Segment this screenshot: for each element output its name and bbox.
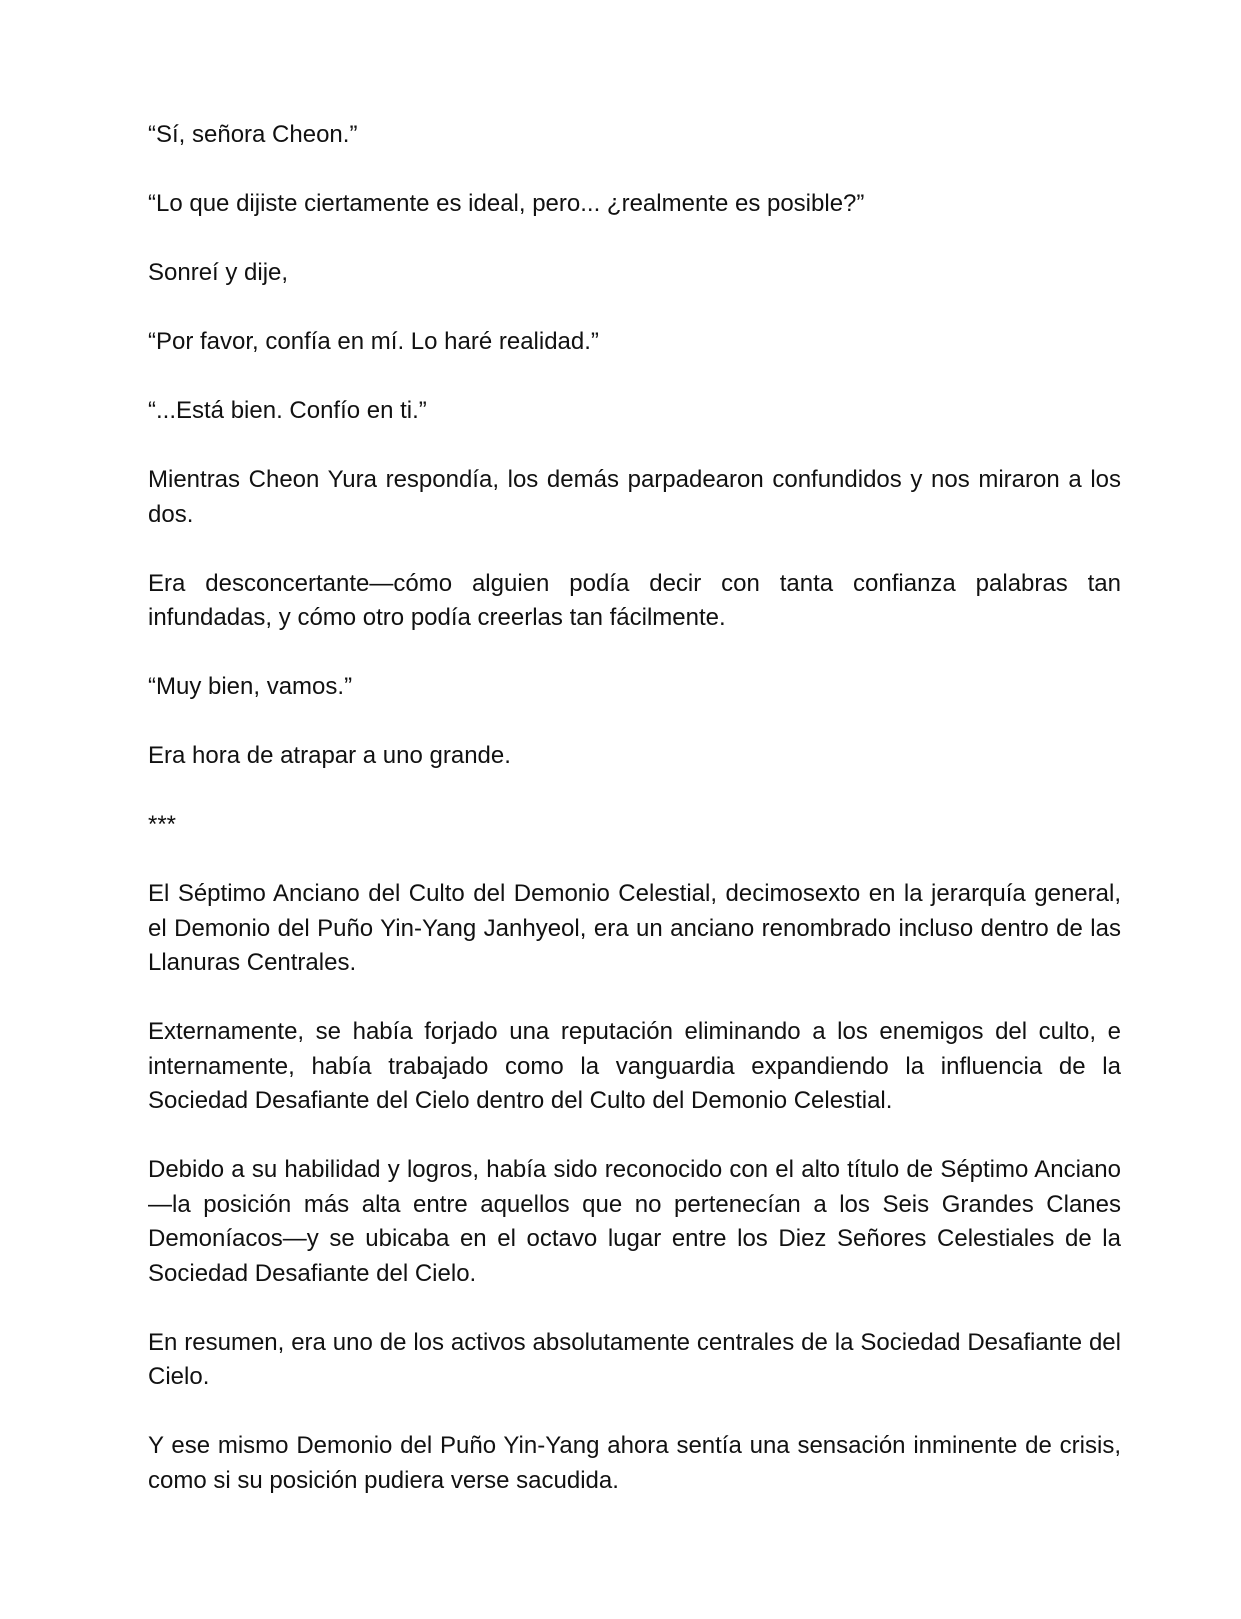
paragraph-12: Debido a su habilidad y logros, había sido reconocido con el alto título de Séptimo Anciano—la posición más alta entre aquellos que no pertenecían a los Seis Grandes Clanes Demoníacos—y se ubicaba en el octavo lugar entre los Diez Señores Celestiales de la Sociedad Desafiante del Cielo.: [148, 1156, 1121, 1287]
paragraph-9: Era hora de atrapar a uno grande.: [148, 742, 511, 769]
paragraph-13: En resumen, era uno de los activos absolutamente centrales de la Sociedad Desafiante del Cielo.: [148, 1328, 1121, 1390]
paragraph-8: “Muy bien, vamos.”: [148, 673, 353, 700]
paragraph-6: Mientras Cheon Yura respondía, los demás parpadearon confundidos y nos miraron a los dos.: [148, 466, 1121, 528]
document-body: [148, 118, 1121, 1498]
paragraph-10: El Séptimo Anciano del Culto del Demonio Celestial, decimosexto en la jerarquía general, el Demonio del Puño Yin-Yang Janhyeol, era un anciano renombrado incluso dentro de las Llanuras Centrales.: [148, 880, 1121, 976]
paragraph-11: Externamente, se había forjado una reputación eliminando a los enemigos del culto, e internamente, había trabajado como la vanguardia expandiendo la influencia de la Sociedad Desafiante del Cielo dentro del Culto del Demonio Celestial.: [148, 1018, 1121, 1114]
paragraph-2: “Lo que dijiste ciertamente es ideal, pero... ¿realmente es posible?”: [148, 190, 865, 217]
paragraph-3: Sonreí y dije,: [148, 259, 289, 286]
paragraph-4: “Por favor, confía en mí. Lo haré realidad.”: [148, 328, 599, 355]
paragraph-7: Era desconcertante—cómo alguien podía decir con tanta confianza palabras tan infundadas, y cómo otro podía creerlas tan fácilmente.: [148, 569, 1121, 631]
paragraph-14: Y ese mismo Demonio del Puño Yin-Yang ahora sentía una sensación inminente de crisis, como si su posición pudiera verse sacudida.: [148, 1432, 1121, 1494]
paragraph-1: “Sí, señora Cheon.”: [148, 121, 358, 148]
section-break: ***: [148, 811, 177, 838]
paragraph-5: “...Está bien. Confío en ti.”: [148, 397, 427, 424]
